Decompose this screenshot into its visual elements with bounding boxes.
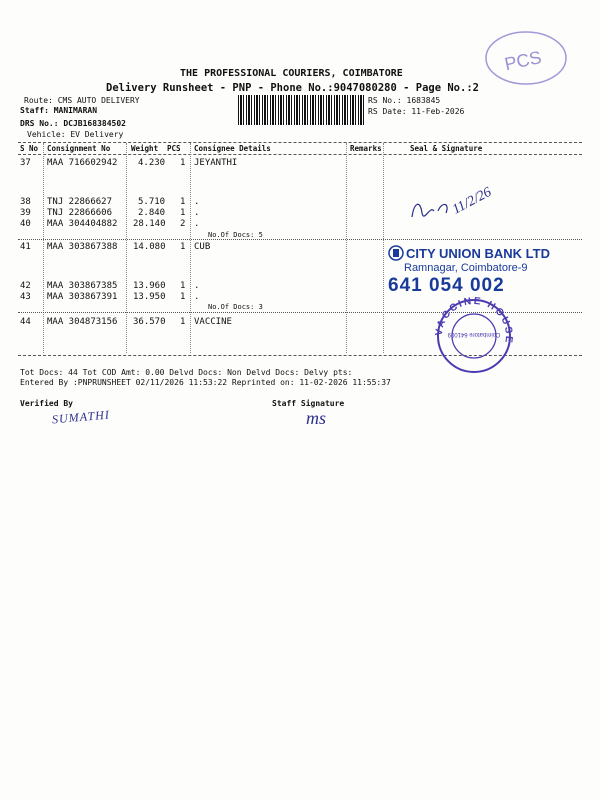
col-seal: Seal & Signature: [410, 144, 483, 153]
row-weight: 28.140: [133, 219, 166, 229]
row-weight: 2.840: [138, 208, 166, 218]
row-consignee: .: [194, 219, 200, 229]
staff-signature: ms: [306, 408, 327, 428]
row-pcs: 1: [180, 197, 186, 207]
company-name: THE PROFESSIONAL COURIERS, COIMBATORE: [180, 68, 403, 79]
rs-date: RS Date: 11-Feb-2026: [368, 107, 465, 116]
row-consignment: MAA 716602942: [47, 158, 118, 168]
bank-name: CITY UNION BANK LTD: [406, 245, 550, 261]
row-weight: 13.950: [133, 292, 166, 302]
corner-stamp-text: PCS: [502, 47, 544, 75]
col-consignee: Consignee Details: [194, 144, 271, 153]
col-divider: [190, 143, 191, 353]
row-sno: 44: [20, 317, 31, 327]
row-consignee: CUB: [194, 242, 211, 252]
group-doc-count: No.Of Docs: 3: [208, 303, 263, 311]
col-pcs: PCS: [167, 144, 181, 153]
vaccine-house-seal: [424, 296, 524, 376]
row-sno: 41: [20, 242, 31, 252]
bank-branch: Ramnagar, Coimbatore-9: [404, 262, 528, 274]
row-pcs: 1: [180, 158, 186, 168]
col-remarks: Remarks: [350, 144, 382, 153]
staff-text: Staff: MANIMARAN: [20, 106, 98, 115]
table-top-rule: [18, 142, 582, 143]
row-consignee: .: [194, 281, 200, 291]
handwritten-date: 11/2/26: [450, 184, 495, 218]
table-header-rule: [18, 154, 582, 155]
row-sno: 42: [20, 281, 31, 291]
row-sno: 39: [20, 208, 31, 218]
row-pcs: 1: [180, 281, 186, 291]
row-pcs: 1: [180, 242, 186, 252]
col-divider: [346, 143, 347, 353]
row-pcs: 1: [180, 292, 186, 302]
runsheet-title: Delivery Runsheet - PNP - Phone No.:9047080280 - Page No.:2: [106, 82, 479, 94]
col-divider: [126, 143, 127, 353]
verified-by-label: Verified By: [20, 399, 73, 408]
bank-number: 641 054 002: [388, 275, 505, 296]
totals-line: Tot Docs: 44 Tot COD Amt: 0.00 Delvd Docs: Non Delvd Docs: Delvy pts:: [20, 368, 353, 377]
verified-signature: SUMATHI: [51, 407, 111, 427]
rs-number: RS No.: 1683845: [368, 96, 441, 105]
barcode: [238, 95, 366, 125]
row-sno: 38: [20, 197, 31, 207]
row-weight: 5.710: [138, 197, 166, 207]
col-divider: [43, 143, 44, 353]
row-consignment: MAA 303867385: [47, 281, 118, 291]
bank-stamp: [388, 244, 550, 297]
row-consignee: JEYANTHI: [194, 158, 238, 168]
col-sno: S No: [20, 144, 39, 153]
row-weight: 36.570: [133, 317, 166, 327]
col-consignment: Consignment No: [47, 144, 111, 153]
row-consignee: VACCINE: [194, 317, 232, 327]
row-consignee: .: [194, 208, 200, 218]
row-consignee: .: [194, 292, 200, 302]
row-sno: 37: [20, 158, 31, 168]
row-consignee: .: [194, 197, 200, 207]
bank-logo-icon: [388, 244, 404, 262]
row-consignment: TNJ 22866627: [47, 197, 113, 207]
row-consignment: MAA 303867388: [47, 242, 118, 252]
route-text: Route: CMS AUTO DELIVERY: [24, 96, 140, 105]
row-weight: 4.230: [138, 158, 166, 168]
staff-signature-label: Staff Signature: [272, 399, 345, 408]
col-weight: Weight: [131, 144, 159, 153]
row-consignment: MAA 304404882: [47, 219, 118, 229]
row-pcs: 2: [180, 219, 186, 229]
group-doc-count: No.Of Docs: 5: [208, 231, 263, 239]
handwritten-signature-date: [400, 165, 520, 235]
row-pcs: 1: [180, 208, 186, 218]
row-weight: 14.080: [133, 242, 166, 252]
col-divider: [383, 143, 384, 353]
vehicle-text: Vehicle: EV Delivery: [27, 130, 124, 139]
seal-center-text: Coimbatore 641009: [447, 331, 501, 337]
row-consignment: TNJ 22866606: [47, 208, 113, 218]
corner-stamp: [478, 18, 570, 88]
row-consignment: MAA 303867391: [47, 292, 118, 302]
row-pcs: 1: [180, 317, 186, 327]
drs-number: DRS No.: DCJB168384502: [20, 119, 126, 128]
row-consignment: MAA 304873156: [47, 317, 118, 327]
seal-ring-text: VACCINE HOUSE: [433, 296, 515, 346]
row-weight: 13.960: [133, 281, 166, 291]
row-sno: 40: [20, 219, 31, 229]
row-sno: 43: [20, 292, 31, 302]
group-rule: [18, 239, 582, 240]
entered-by-line: Entered By :PNPRUNSHEET 02/11/2026 11:53:22 Reprinted on: 11-02-2026 11:55:37: [20, 378, 391, 387]
